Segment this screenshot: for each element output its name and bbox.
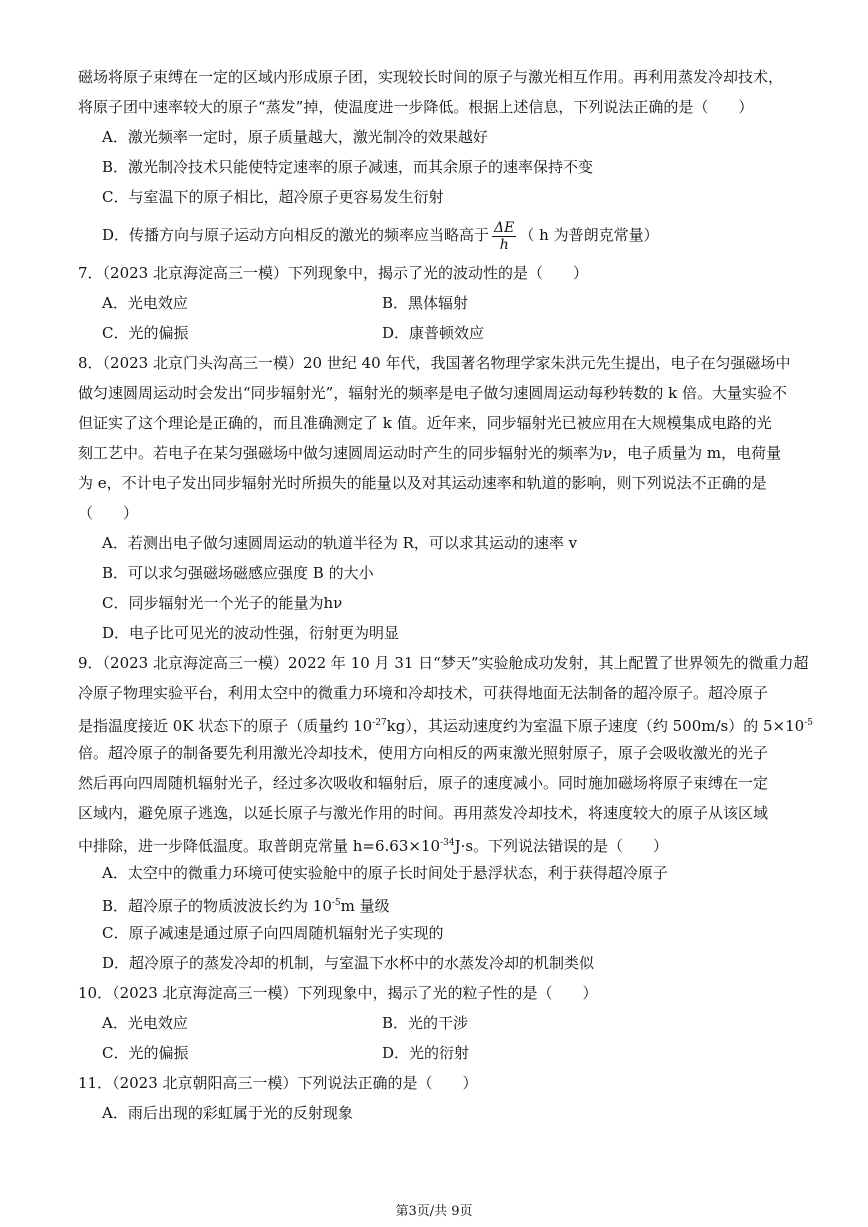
text-line: 然后再向四周随机辐射光子，经过多次吸收和辐射后，原子的速度减小。同时施加磁场将原子束缚在一定	[78, 774, 769, 792]
option-d-note: （ h 为普朗克常量）	[519, 226, 659, 244]
text-span: B．超冷原子的物质波波长约为 10	[102, 897, 332, 915]
text-line: 将原子团中速率较大的原子“蒸发”掉，使温度进一步降低。根据上述信息，下列说法正确的是（ ）	[78, 98, 754, 116]
option-d: D．康普顿效应	[382, 324, 485, 342]
text-line: 但证实了这个理论是正确的，而且准确测定了 k 值。近年来，同步辐射光已被应用在大规模集成电路的光	[78, 414, 772, 432]
exponent: -5	[331, 898, 341, 908]
option-b: B．可以求匀强磁场磁感应强度 B 的大小	[102, 564, 374, 582]
text-span: 是指温度接近 0K 状态下的原子（质量约 10	[78, 717, 373, 735]
option-d: D．光的衍射	[382, 1044, 470, 1062]
question-9-stem: 9．（2023 北京海淀高三一模）2022 年 10 月 31 日“梦天”实验舱成功发射，其上配置了世界领先的微重力超	[78, 654, 809, 672]
text-line: 倍。超冷原子的制备要先利用激光冷却技术，使用方向相反的两束激光照射原子，原子会吸收激光的光子	[78, 744, 769, 762]
option-d: D．超冷原子的蒸发冷却的机制，与室温下水杯中的水蒸发冷却的机制类似	[102, 954, 595, 972]
option-d: D．电子比可见光的波动性强，衍射更为明显	[102, 624, 400, 642]
option-d	[102, 218, 659, 253]
fraction-delta-e-over-h	[492, 220, 516, 253]
option-d-text: D．传播方向与原子运动方向相反的激光的频率应当略高于	[102, 226, 490, 244]
exponent: -27	[372, 718, 387, 728]
text-line	[78, 832, 804, 857]
fraction-denominator: h	[499, 236, 509, 253]
text-span: J·s。下列说法错误的是（ ）	[454, 837, 669, 855]
text-line: 冷原子物理实验平台，利用太空中的微重力环境和冷却技术，可获得地面无法制备的超冷原子。超冷原子	[78, 684, 769, 702]
option-c: C．同步辐射光一个光子的能量为hν	[102, 594, 343, 612]
option-a: A．光电效应	[102, 294, 188, 312]
text-line: （ ）	[78, 504, 139, 522]
option-a: A．光电效应	[102, 1014, 188, 1032]
option-a: A．激光频率一定时，原子质量越大，激光制冷的效果越好	[102, 128, 488, 146]
page-number: 第3页/共 9页	[395, 1204, 473, 1219]
question-8-stem: 8．（2023 北京门头沟高三一模）20 世纪 40 年代，我国著名物理学家朱洪元先生提出，电子在匀强磁场中	[78, 354, 791, 372]
option-b: B．光的干涉	[382, 1014, 469, 1032]
option-b: B．激光制冷技术只能使特定速率的原子减速，而其余原子的速率保持不变	[102, 158, 594, 176]
text-line	[78, 712, 813, 737]
option-c: C．光的偏振	[102, 324, 189, 342]
text-line: 磁场将原子束缚在一定的区域内形成原子团，实现较长时间的原子与激光相互作用。再利用蒸发冷却技术，	[78, 68, 784, 86]
fraction-numerator: ΔE	[494, 219, 515, 236]
option-b: B．黑体辐射	[382, 294, 469, 312]
exponent: -5	[804, 718, 813, 728]
option-a: A．太空中的微重力环境可使实验舱中的原子长时间处于悬浮状态，利于获得超冷原子	[102, 864, 668, 882]
text-line: 刻工艺中。若电子在某匀强磁场中做匀速圆周运动时产生的同步辐射光的频率为ν，电子质量为 m，电荷量	[78, 444, 782, 462]
text-span: m 量级	[340, 897, 390, 915]
exponent: -34	[440, 838, 455, 848]
question-11-stem: 11．（2023 北京朝阳高三一模）下列说法正确的是（ ）	[78, 1074, 478, 1092]
option-a: A．雨后出现的彩虹属于光的反射现象	[102, 1104, 353, 1122]
option-c: C．光的偏振	[102, 1044, 189, 1062]
text-line: 为 e，不计电子发出同步辐射光时所损失的能量以及对其运动速率和轨道的影响，则下列说法不正确的是	[78, 474, 767, 492]
text-span: kg），其运动速度约为室温下原子速度（约 500m/s）的 5×10	[386, 717, 805, 735]
text-line: 做匀速圆周运动时会发出“同步辐射光”，辐射光的频率是电子做匀速圆周运动每秒转数的 k 倍。大量实验不	[78, 384, 787, 402]
option-a: A．若测出电子做匀速圆周运动的轨道半径为 R，可以求其运动的速率 v	[102, 534, 578, 552]
text-span: 中排除，进一步降低温度。取普朗克常量 h=6.63×10	[78, 837, 441, 855]
question-10-stem: 10．（2023 北京海淀高三一模）下列现象中，揭示了光的粒子性的是（ ）	[78, 984, 598, 1002]
option-c: C．原子减速是通过原子向四周随机辐射光子实现的	[102, 924, 444, 942]
text-line: 区域内，避免原子逃逸，以延长原子与激光作用的时间。再用蒸发冷却技术，将速度较大的原子从该区域	[78, 804, 769, 822]
option-c: C．与室温下的原子相比，超冷原子更容易发生衍射	[102, 188, 444, 206]
question-7-stem: 7．（2023 北京海淀高三一模）下列现象中，揭示了光的波动性的是（ ）	[78, 264, 588, 282]
option-b	[102, 892, 390, 917]
